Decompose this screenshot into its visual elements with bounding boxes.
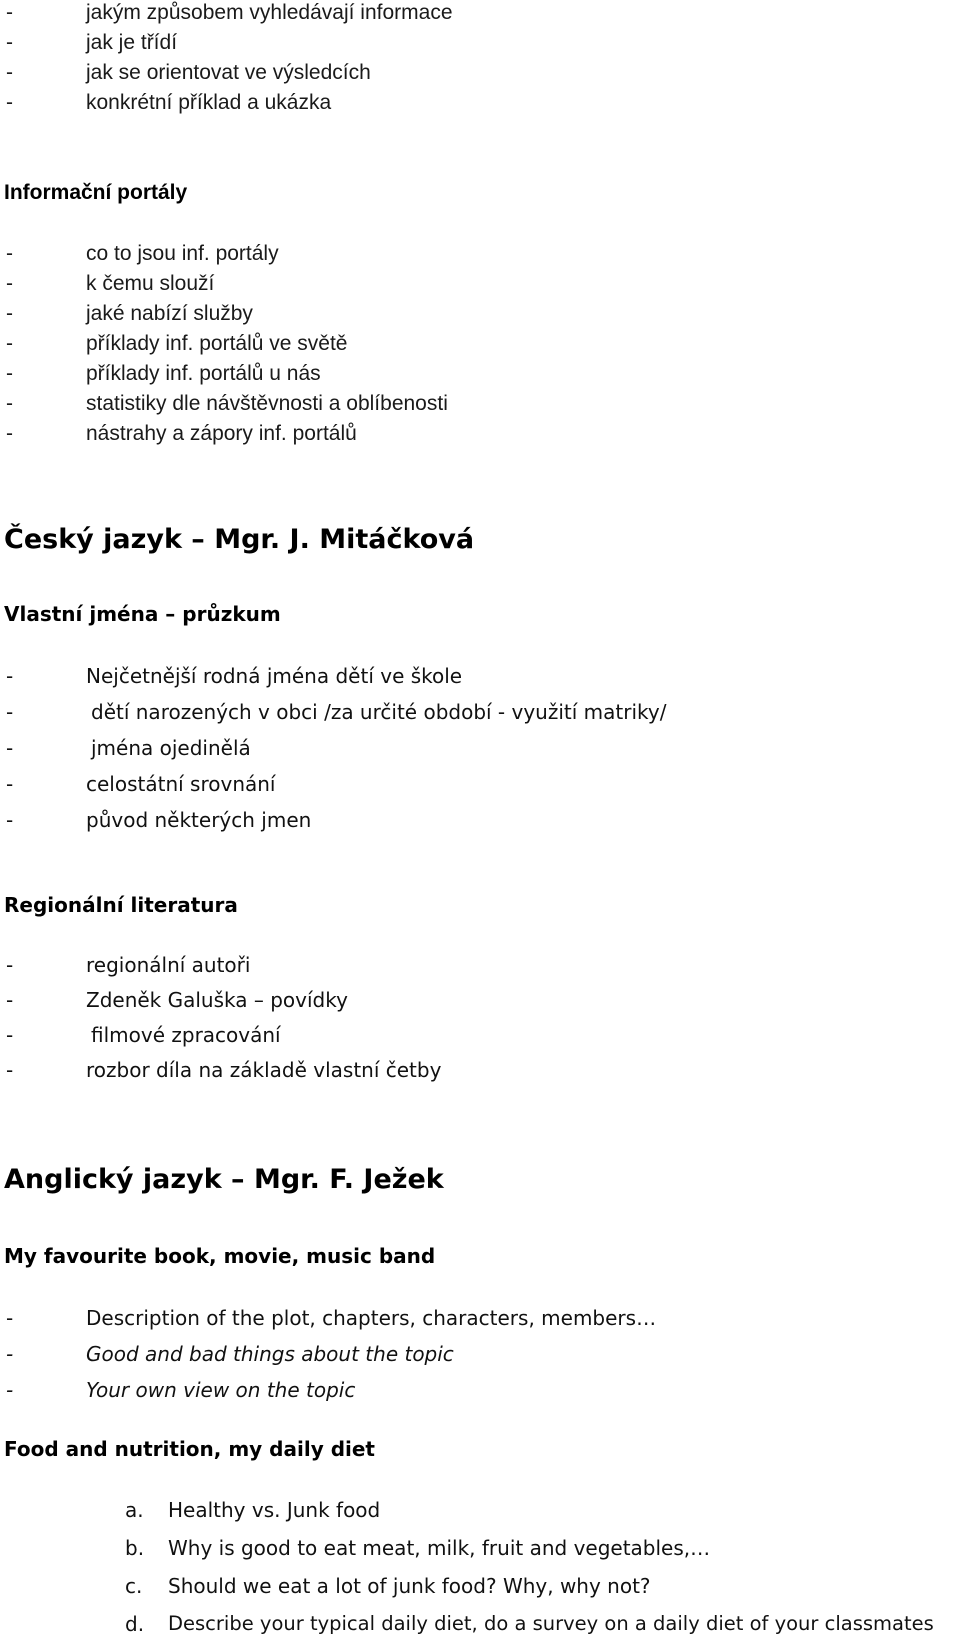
list-item: - dětí narozených v obci /za určité období - využití matriky/ (6, 700, 667, 724)
list-item: - k čemu slouží (6, 272, 215, 295)
subheading-food-nutrition: Food and nutrition, my daily diet (4, 1437, 375, 1461)
portaly-list (0, 241, 960, 451)
list-item: - rozbor díla na základě vlastní četby (6, 1058, 442, 1082)
favourite-list (0, 1305, 960, 1413)
list-item: - jak je třídí (6, 31, 178, 54)
search-topics-list (0, 0, 960, 120)
list-item: - jména ojedinělá (6, 736, 251, 760)
list-item: - Nejčetnější rodná jména dětí ve škole (6, 664, 463, 688)
food-list (0, 1497, 960, 1649)
list-item: - Description of the plot, chapters, characters, members… (6, 1306, 657, 1330)
list-item: - příklady inf. portálů ve světě (6, 332, 348, 355)
list-item: - konkrétní příklad a ukázka (6, 91, 332, 114)
list-item: - co to jsou inf. portály (6, 242, 279, 265)
list-item: - příklady inf. portálů u nás (6, 362, 321, 385)
list-item: b. Why is good to eat meat, milk, fruit and vegetables,… (125, 1536, 711, 1560)
subheading-my-favourite: My favourite book, movie, music band (4, 1244, 436, 1268)
list-item: - statistiky dle návštěvnosti a oblíbenosti (6, 392, 448, 415)
list-item: - filmové zpracování (6, 1023, 281, 1047)
vlastni-jmena-list (0, 663, 960, 843)
list-item: a. Healthy vs. Junk food (125, 1498, 381, 1522)
list-item: - regionální autoři (6, 953, 251, 977)
list-item: c. Should we eat a lot of junk food? Why, why not? (125, 1574, 651, 1598)
subheading-vlastni-jmena: Vlastní jména – průzkum (4, 602, 281, 626)
list-item: - jaké nabízí služby (6, 302, 253, 325)
list-item: d. Describe your typical daily diet, do a survey on a daily diet of your classmates (125, 1612, 934, 1636)
list-item: - Your own view on the topic (6, 1378, 356, 1402)
section-title-cesky-jazyk: Český jazyk – Mgr. J. Mitáčková (4, 524, 475, 555)
list-item: - Good and bad things about the topic (6, 1342, 454, 1366)
list-item: - jakým způsobem vyhledávají informace (6, 1, 453, 24)
list-item: - nástrahy a zápory inf. portálů (6, 422, 357, 445)
regionalni-literatura-list (0, 952, 960, 1092)
subheading-regionalni-literatura: Regionální literatura (4, 893, 238, 917)
list-item: - Zdeněk Galuška – povídky (6, 988, 348, 1012)
section-heading-portaly: Informační portály (4, 181, 188, 204)
list-item: - jak se orientovat ve výsledcích (6, 61, 371, 84)
list-item: - celostátní srovnání (6, 772, 276, 796)
list-item: - původ některých jmen (6, 808, 312, 832)
section-title-anglicky-jazyk: Anglický jazyk – Mgr. F. Ježek (4, 1164, 444, 1195)
